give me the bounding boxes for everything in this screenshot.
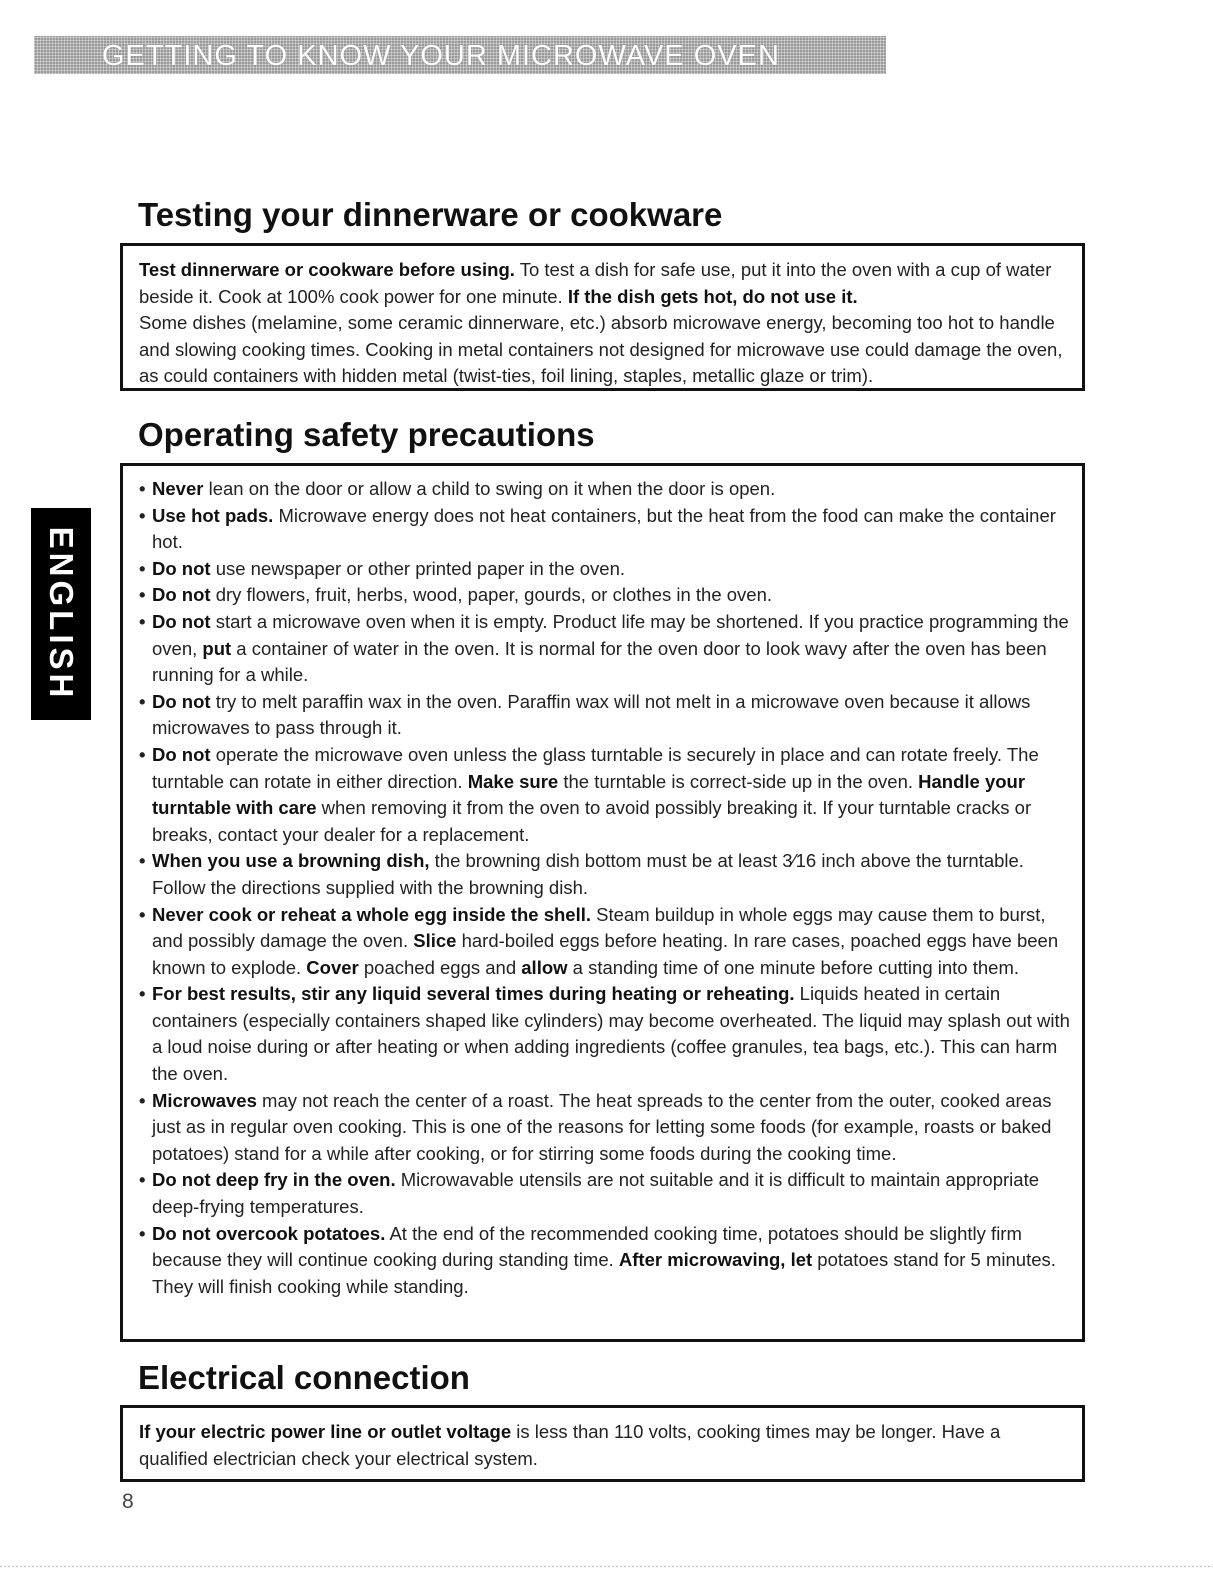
text: a standing time of one minute before cutting into them. (567, 956, 1019, 978)
list-item (139, 981, 1070, 1087)
text: is less than 110 volts, cooking times may be longer. Have a qualified electrician check your electrical system. (139, 1421, 1001, 1469)
emphasis: Make sure (467, 770, 559, 792)
text: use newspaper or other printed paper in the oven. (210, 557, 626, 579)
list-item (139, 582, 1070, 609)
list-item (139, 1088, 1070, 1168)
text: At the end of the recommended cooking time, potatoes should be slightly firm because they will continue cooking during standing time. (152, 1222, 1022, 1271)
list-item (139, 476, 1070, 503)
emphasis: Test dinnerware or cookware before using. (139, 259, 515, 280)
list-item (139, 503, 1070, 556)
list-item (139, 1167, 1070, 1220)
text: try to melt paraffin wax in the oven. Paraffin wax will not melt in a microwave oven because it allows microwaves to pass through it. (152, 690, 1031, 739)
bottom-divider (0, 1566, 1213, 1567)
list-item (139, 689, 1070, 742)
section-banner (34, 36, 886, 74)
emphasis: Handle your turntable with care (152, 770, 1026, 819)
safety-list (139, 476, 1070, 1300)
testing-paragraph-2: Some dishes (melamine, some ceramic dinnerware, etc.) absorb microwave energy, becoming too hot to handle and slowing cooking times. Cooking in metal containers not designed for microwave use could damage the oven, as could containers with hidden metal (twist-ties, foil lining, staples, metallic glaze or trim). (139, 312, 1063, 387)
emphasis: After microwaving, let (618, 1249, 813, 1271)
emphasis: Slice (413, 930, 457, 952)
text: Steam buildup in whole eggs may cause them to burst, and possibly damage the oven. (152, 903, 1046, 952)
emphasis: put (202, 637, 232, 659)
emphasis: Cover (306, 956, 359, 978)
emphasis: Do not (152, 690, 211, 712)
text: operate the microwave oven unless the glass turntable is securely in place and can rotate freely. The turntable can rotate in either direction. (152, 743, 1039, 792)
list-item (139, 556, 1070, 583)
text: dry flowers, fruit, herbs, wood, paper, gourds, or clothes in the oven. (210, 584, 773, 606)
list-item (139, 848, 1070, 901)
text: lean on the door or allow a child to swing on it when the door is open. (203, 478, 776, 499)
emphasis: Do not (152, 557, 211, 579)
text: start a microwave oven when it is empty. Product life may be shortened. If you practice programming the oven, (152, 610, 1069, 659)
list-item (139, 742, 1070, 848)
emphasis: Do not (152, 610, 211, 632)
safety-heading: Operating safety precautions (138, 416, 595, 453)
list-item (139, 1221, 1070, 1301)
emphasis: Never (152, 478, 204, 499)
banner-title: GETTING TO KNOW YOUR MICROWAVE OVEN (102, 40, 780, 72)
emphasis: Do not (152, 584, 211, 606)
list-item (139, 902, 1070, 982)
emphasis: Never cook or reheat a whole egg inside the shell. (152, 903, 591, 925)
text: the turntable is correct-side up in the oven. (558, 770, 919, 792)
page-number: 8 (122, 1490, 134, 1513)
electrical-heading: Electrical connection (138, 1359, 470, 1396)
electrical-paragraph (139, 1419, 1068, 1472)
text: potatoes stand for 5 minutes. They will finish cooking while standing. (152, 1249, 1056, 1297)
list-item (139, 609, 1070, 689)
safety-box (120, 463, 1085, 1342)
testing-box (120, 243, 1085, 391)
emphasis: If the dish gets hot, do not use it. (567, 285, 858, 307)
emphasis: Do not overcook potatoes. (152, 1222, 386, 1244)
emphasis: Do not deep fry in the oven. (152, 1169, 396, 1191)
text: Liquids heated in certain containers (especially containers shaped like cylinders) may become overheated. The liquid may splash out with a loud noise during or after heating or when adding ingredients (coffee granules, tea bags, etc.). This can harm the oven. (152, 983, 1070, 1085)
language-tab (31, 508, 91, 720)
emphasis: For best results, stir any liquid several times during heating or reheating. (152, 983, 795, 1005)
text: To test a dish for safe use, put it into the oven with a cup of water beside it. Cook at 100% cook power for one minute. (139, 259, 1052, 307)
emphasis: If your electric power line or outlet voltage (139, 1421, 512, 1442)
text: Microwave energy does not heat containers, but the heat from the food can make the container hot. (152, 504, 1056, 553)
text: Microwavable utensils are not suitable and it is difficult to maintain appropriate deep-frying temperatures. (152, 1169, 1039, 1218)
emphasis: Use hot pads. (152, 504, 274, 526)
text: a container of water in the oven. It is normal for the oven door to look wavy after the oven has been running for a while. (152, 637, 1047, 686)
text: may not reach the center of a roast. The heat spreads to the center from the outer, cooked areas just as in regular oven cooking. This is one of the reasons for letting some foods (for example, roasts or baked potatoes) stand for a while after cooking, or for stirring some foods during the cooking time. (152, 1089, 1052, 1164)
text: poached eggs and (358, 956, 522, 978)
language-tab-label: ENGLISH (43, 526, 80, 702)
emphasis: Do not (152, 743, 211, 765)
text: when removing it from the oven to avoid possibly breaking it. If your turntable cracks or breaks, contact your dealer for a replacement. (152, 797, 1032, 845)
testing-heading: Testing your dinnerware or cookware (138, 196, 723, 233)
text: the browning dish bottom must be at least 3⁄16 inch above the turntable. Follow the directions supplied with the browning dish. (152, 850, 1024, 898)
emphasis: Microwaves (152, 1089, 257, 1111)
emphasis: When you use a browning dish, (152, 850, 430, 872)
testing-paragraph-1 (139, 257, 1068, 310)
emphasis: allow (521, 956, 568, 978)
text: hard-boiled eggs before heating. In rare cases, poached eggs have been known to explode. (152, 930, 1059, 978)
electrical-box (120, 1405, 1085, 1482)
